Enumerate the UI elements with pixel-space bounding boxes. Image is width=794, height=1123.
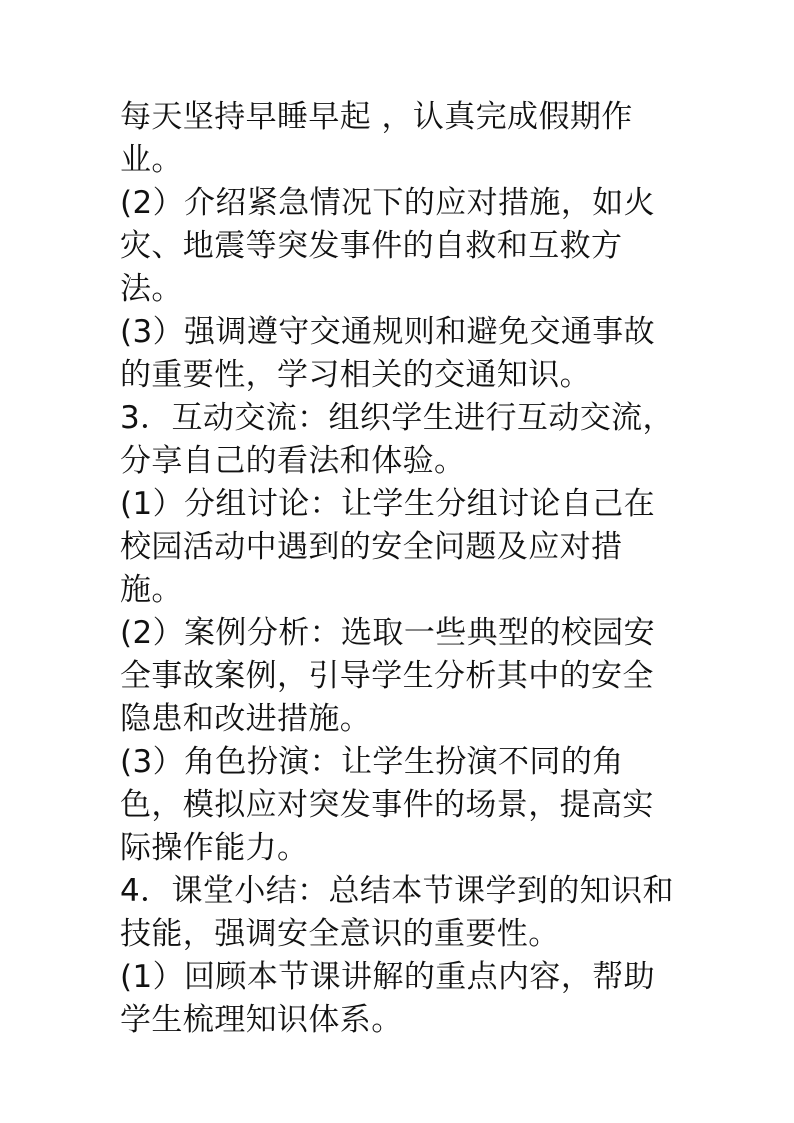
paragraph-traffic-rules: (3）强调遵守交通规则和避免交通事故的重要性，学习相关的交通知识。 [120,314,656,393]
paragraph-interactive-exchange: 3．互动交流：组织学生进行互动交流，分享自己的看法和体验。 [120,400,674,479]
document-body [120,96,680,1042]
paragraph-class-summary: 4．课堂小结：总结本节课学到的知识和技能，强调安全意识的重要性。 [120,873,674,952]
paragraph-group-discussion: (1）分组讨论：让学生分组讨论自己在校园活动中遇到的安全问题及应对措施。 [120,486,656,608]
paragraph-role-play: (3）角色扮演：让学生扮演不同的角色，模拟应对突发事件的场景，提高实际操作能力。 [120,744,654,866]
paragraph-review: (1）回顾本节课讲解的重点内容，帮助学生梳理知识体系。 [120,959,656,1038]
paragraph-continuation: 每天坚持早睡早起 ，认真完成假期作业。 [120,99,633,178]
paragraph-emergency-measures: (2）介绍紧急情况下的应对措施，如火灾、地震等突发事件的自救和互救方法。 [120,185,656,307]
paragraph-case-analysis: (2）案例分析：选取一些典型的校园安全事故案例，引导学生分析其中的安全隐患和改进措施。 [120,615,656,737]
